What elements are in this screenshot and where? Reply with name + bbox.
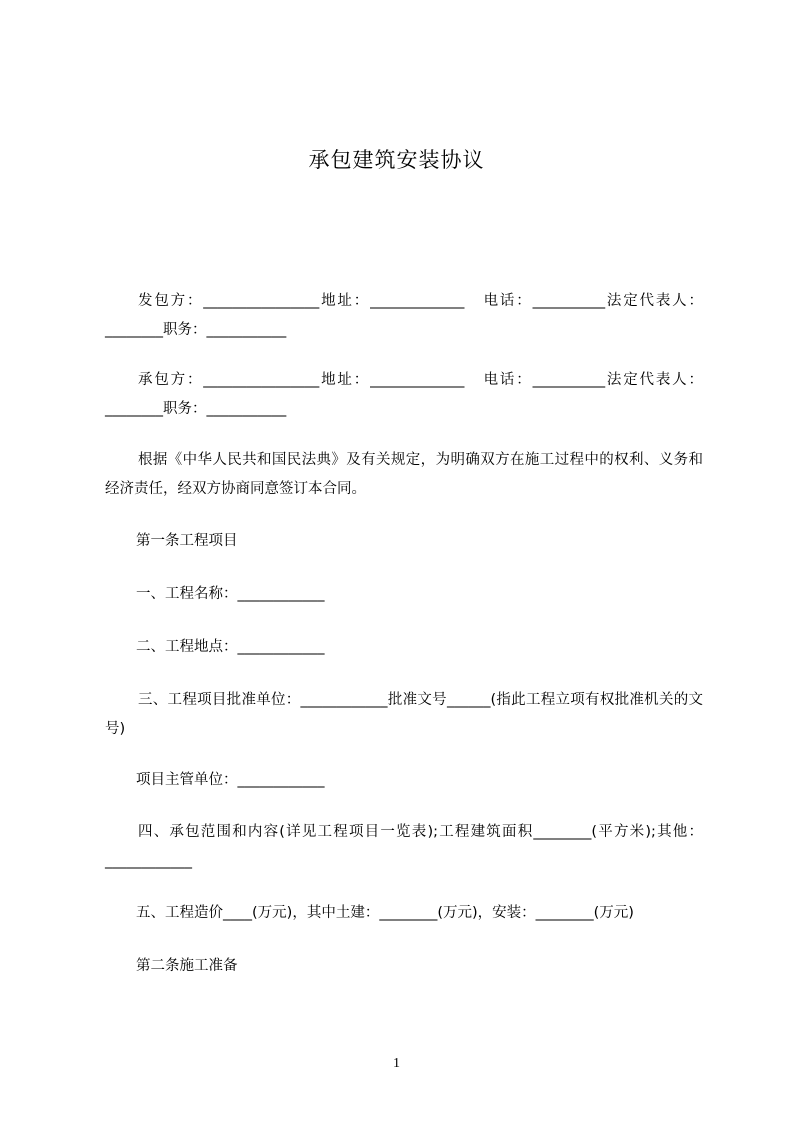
supervising-unit-line: 项目主管单位：____________ [136,772,325,788]
approval-unit-paragraph: 三、工程项目批准单位：____________批准文号______(指此工程立项有权批准机关的文号) [105,692,703,737]
page-number: 1 [393,1056,400,1071]
employer-info-paragraph: 发包方：________________地址：_____________ 电话：__________法定代表人：________职务：___________ [105,293,703,338]
document-title: 承包建筑安装协议 [308,148,485,172]
contractor-info-paragraph: 承包方：________________地址：_____________ 电话：__________法定代表人：________职务：___________ [105,372,703,417]
article-one-heading: 第一条工程项目 [136,533,238,549]
project-location-line: 二、工程地点：____________ [136,639,325,655]
preamble-paragraph: 根据《中华人民共和国民法典》及有关规定，为明确双方在施工过程中的权利、义务和经济责任，经双方协商同意签订本合同。 [105,452,703,497]
project-name-line: 一、工程名称：____________ [136,586,325,602]
article-two-heading: 第二条施工准备 [136,958,238,974]
project-cost-line: 五、工程造价____(万元)，其中土建：________(万元)，安装：________(万元) [136,905,634,921]
scope-paragraph: 四、承包范围和内容(详见工程项目一览表);工程建筑面积________(平方米);其他：____________ [105,824,703,869]
